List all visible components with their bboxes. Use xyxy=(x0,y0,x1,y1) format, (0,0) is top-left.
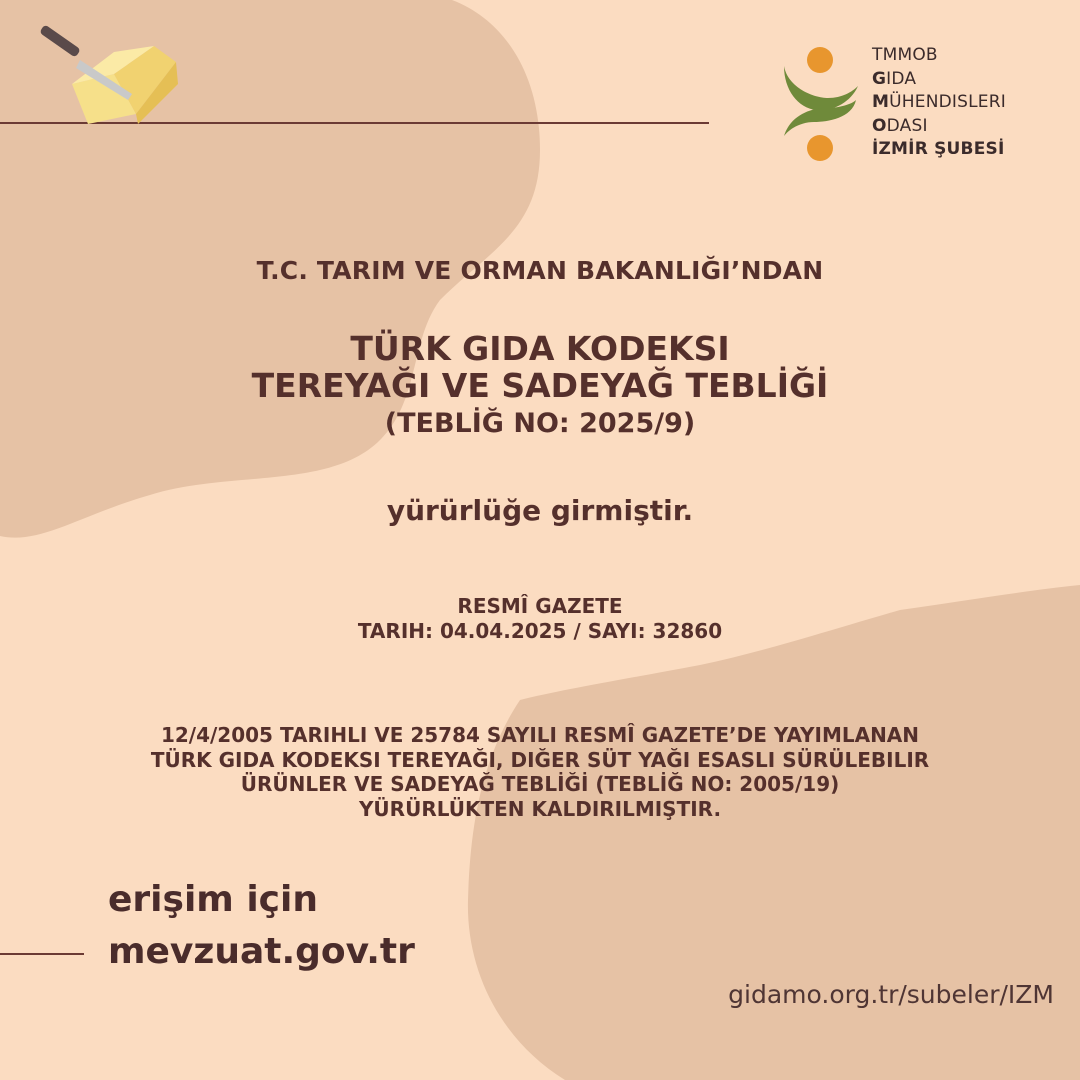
gmo-logo-icon xyxy=(780,42,860,166)
gazette-info xyxy=(0,594,1080,644)
repeal-line: 12/4/2005 TARIHLI VE 25784 SAYILI RESMÎ GAZETE’DE YAYIMLANAN xyxy=(160,723,920,747)
gazette-title: RESMÎ GAZETE xyxy=(457,594,623,618)
bottom-divider xyxy=(0,953,84,955)
website-link[interactable]: gidamo.org.tr/subeler/IZM xyxy=(728,980,1054,1009)
repeal-notice xyxy=(0,723,1080,821)
gmo-logo-text xyxy=(872,44,1006,162)
ministry-heading: T.C. TARIM VE ORMAN BAKANLIĞI’NDAN xyxy=(256,256,824,285)
logo-line-gida: GIDA xyxy=(872,68,917,89)
title-line-2: TEREYAĞI VE SADEYAĞ TEBLİĞİ xyxy=(251,366,829,405)
repeal-line: TÜRK GIDA KODEKSI TEREYAĞI, DIĞER SÜT YAĞI ESASLI SÜRÜLEBILIR xyxy=(150,747,930,772)
logo-branch: İZMİR ŞUBESİ xyxy=(872,139,1005,160)
gazette-details: TARIH: 04.04.2025 / SAYI: 32860 xyxy=(357,619,723,643)
title-line-3: (TEBLİĞ NO: 2025/9) xyxy=(384,408,696,439)
butter-knife-icon xyxy=(36,22,186,132)
status-text: yürürlüğe girmiştir. xyxy=(386,494,694,527)
access-info xyxy=(108,874,415,978)
title-line-1: TÜRK GIDA KODEKSI xyxy=(350,329,730,368)
access-label: erişim için xyxy=(108,879,318,920)
logo-line-tmmob: TMMOB xyxy=(872,45,938,65)
logo-line-muhendisleri: MÜHENDISLERI xyxy=(872,92,1006,113)
logo-line-odasi: ODASI xyxy=(872,115,928,136)
gmo-logo xyxy=(780,42,1060,172)
repeal-line: YÜRÜRLÜKTEN KALDIRILMIŞTIR. xyxy=(358,796,722,821)
access-url[interactable]: mevzuat.gov.tr xyxy=(108,931,415,972)
repeal-line: ÜRÜNLER VE SADEYAĞ TEBLİĞİ (TEBLİĞ NO: 2005/19) xyxy=(240,772,840,796)
